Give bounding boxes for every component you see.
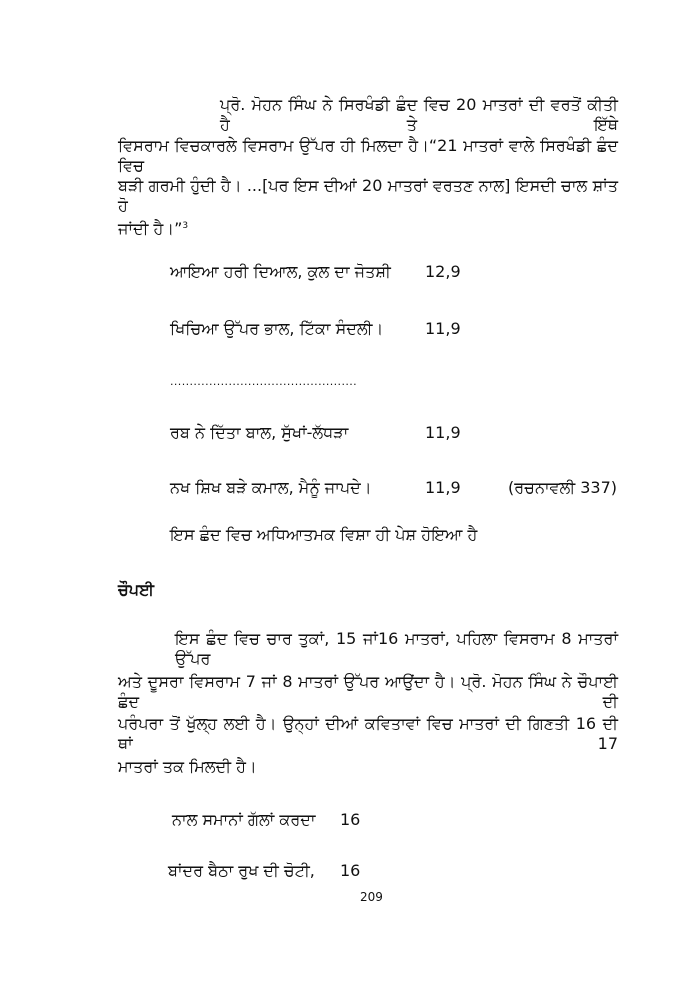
verse-count: 12,9 bbox=[425, 262, 461, 281]
text-line: ਵਿਸਰਾਮ ਵਿਚਕਾਰਲੇ ਵਿਸਰਾਮ ਉੱਪਰ ਹੀ ਮਿਲਦਾ ਹੈ।“21 ਮਾਤਰਾਂ ਵਾਲੇ ਸਿਰਖੰਡੀ ਛੰਦ ਵਿਚ bbox=[118, 136, 618, 175]
verse-count: 16 bbox=[340, 810, 361, 829]
verse-text: ਨਖ ਸ਼ਿਖ ਬੜੇ ਕਮਾਲ, ਮੈਨੂੰ ਜਾਪਦੇ। bbox=[170, 478, 372, 497]
verse-text: ਬਾਂਦਰ ਬੈਠਾ ਰੁਖ ਦੀ ਚੋਟੀ, bbox=[168, 861, 315, 880]
verse-count: 11,9 bbox=[425, 423, 461, 442]
verse-count: 11,9 bbox=[425, 478, 461, 497]
verse-count: 16 bbox=[340, 861, 361, 880]
verse-text: ਨਾਲ ਸਮਾਨਾਂ ਗੱਲਾਂ ਕਰਦਾ bbox=[172, 810, 316, 829]
text-line-content: ਜਾਂਦੀ ਹੈ।” bbox=[118, 219, 183, 238]
text-line: ਮਾਤਰਾਂ ਤਕ ਮਿਲਦੀ ਹੈ। bbox=[118, 757, 257, 776]
text-line bbox=[118, 216, 188, 239]
ellipsis-divider: ................................................ bbox=[170, 375, 358, 388]
page-number: 209 bbox=[360, 890, 383, 904]
verse-text: ਰਬ ਨੇ ਦਿੱਤਾ ਬਾਲ, ਸੁੱਖਾਂ-ਲੱਧੜਾ bbox=[170, 423, 349, 442]
verse-text: ਖਿਚਿਆ ਉੱਪਰ ਭਾਲ, ਟਿੱਕਾ ਸੰਦਲੀ। bbox=[170, 319, 384, 338]
text-line: ਅਤੇ ਦੂਸਰਾ ਵਿਸਰਾਮ 7 ਜਾਂ 8 ਮਾਤਰਾਂ ਉੱਪਰ ਆਉਂਦਾ ਹੈ। ਪ੍ਰੋ. ਮੋਹਨ ਸਿੰਘ ਨੇ ਚੌਪਾਈ ਛੰਦ ਦੀ bbox=[118, 672, 618, 711]
text-line: ਪਰੰਪਰਾ ਤੋਂ ਖੁੱਲ੍ਹ ਲਈ ਹੈ। ਉਨ੍ਹਾਂ ਦੀਆਂ ਕਵਿਤਾਵਾਂ ਵਿਚ ਮਾਤਰਾਂ ਦੀ ਗਿਣਤੀ 16 ਦੀ ਥਾਂ 17 bbox=[118, 714, 618, 753]
note: ਇਸ ਛੰਦ ਵਿਚ ਅਧਿਆਤਮਕ ਵਿਸ਼ਾ ਹੀ ਪੇਸ਼ ਹੋਇਆ ਹੈ bbox=[170, 525, 478, 544]
verse-count: 11,9 bbox=[425, 319, 461, 338]
footnote-ref: 3 bbox=[182, 221, 189, 231]
section-heading: ਚੌਪਈ bbox=[118, 580, 154, 599]
citation: (ਰਚਨਾਵਲੀ 337) bbox=[508, 478, 618, 497]
text-line: ਇਸ ਛੰਦ ਵਿਚ ਚਾਰ ਤੁਕਾਂ, 15 ਜਾਂ16 ਮਾਤਰਾਂ, ਪਹਿਲਾ ਵਿਸਰਾਮ 8 ਮਾਤਰਾਂ ਉੱਪਰ bbox=[175, 629, 618, 668]
text-line: ਬੜੀ ਗਰਮੀ ਹੁੰਦੀ ਹੈ। ...[ਪਰ ਇਸ ਦੀਆਂ 20 ਮਾਤਰਾਂ ਵਰਤਣ ਨਾਲ] ਇਸਦੀ ਚਾਲ ਸ਼ਾਂਤ ਹੋ bbox=[118, 176, 618, 215]
verse-text: ਆਇਆ ਹਰੀ ਦਿਆਲ, ਕੁਲ ਦਾ ਜੋਤਸ਼ੀ bbox=[170, 262, 391, 281]
text-line: ਪ੍ਰੋ. ਮੋਹਨ ਸਿੰਘ ਨੇ ਸਿਰਖੰਡੀ ਛੰਦ ਵਿਚ 20 ਮਾਤਰਾਂ ਦੀ ਵਰਤੋਂ ਕੀਤੀ ਹੈ ਤੇ ਇੱਥੇ bbox=[220, 95, 618, 134]
